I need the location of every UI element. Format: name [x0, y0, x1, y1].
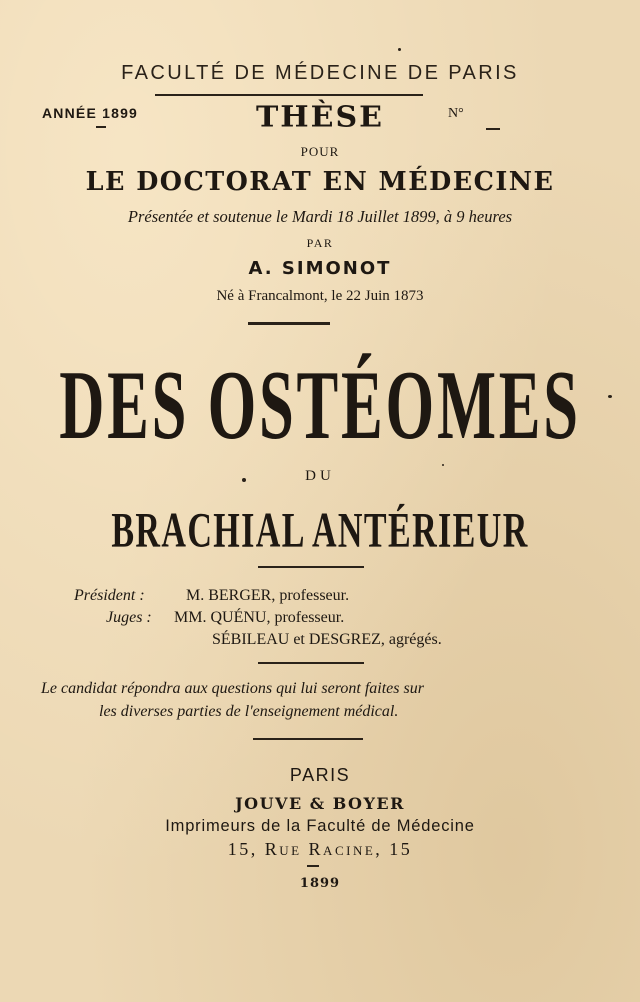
candidate-note-line: Le candidat répondra aux questions qui lui seront faites sur: [41, 680, 424, 697]
title-connector: DU: [305, 468, 335, 484]
divider-rule: [258, 566, 364, 568]
paper-speck: [242, 478, 246, 482]
faculty-heading: FACULTÉ DE MÉDECINE DE PARIS: [121, 62, 519, 84]
president-role: Président :: [74, 587, 145, 604]
paper-speck: [608, 395, 612, 398]
number-dash: [486, 128, 500, 130]
degree-title: LE DOCTORAT EN MÉDECINE: [85, 167, 555, 197]
divider-rule: [258, 662, 364, 664]
imprint-publisher: JOUVE & BOYER: [235, 794, 405, 813]
presentation-date: Présentée et soutenue le Mardi 18 Juillet 1899, à 9 heures: [127, 207, 513, 226]
candidate-note-line: les diverses parties de l'enseignement médical.: [99, 703, 399, 720]
paper-speck: [442, 464, 444, 466]
year-label: ANNÉE 1899: [42, 105, 139, 121]
thesis-subtitle: BRACHIAL ANTÉRIEUR: [111, 503, 529, 559]
divider-rule: [248, 322, 330, 325]
thesis-title: DES OSTÉOMES: [59, 349, 581, 460]
number-label: N°: [448, 106, 464, 121]
judge-name: MM. QUÉNU, professeur.: [174, 609, 345, 626]
imprint-year: 1899: [299, 876, 341, 891]
judge-name: SÉBILEAU et DESGREZ, agrégés.: [212, 631, 442, 648]
pour-label: POUR: [300, 144, 340, 159]
faculty-rule: [155, 94, 423, 96]
imprint-printers: Imprimeurs de la Faculté de Médecine: [165, 817, 475, 835]
divider-rule: [307, 865, 319, 867]
author-birth: Né à Francalmont, le 22 Juin 1873: [216, 288, 424, 304]
president-name: M. BERGER, professeur.: [186, 587, 350, 604]
imprint-city: PARIS: [289, 765, 351, 785]
paper-speck: [398, 48, 401, 51]
imprint-address: 15, Rue Racine, 15: [227, 839, 413, 859]
divider-rule: [253, 738, 363, 740]
author-name: A. SIMONOT: [248, 258, 392, 279]
par-label: PAR: [306, 236, 334, 250]
document-type: THÈSE: [255, 100, 385, 135]
judges-role: Juges :: [106, 609, 152, 626]
